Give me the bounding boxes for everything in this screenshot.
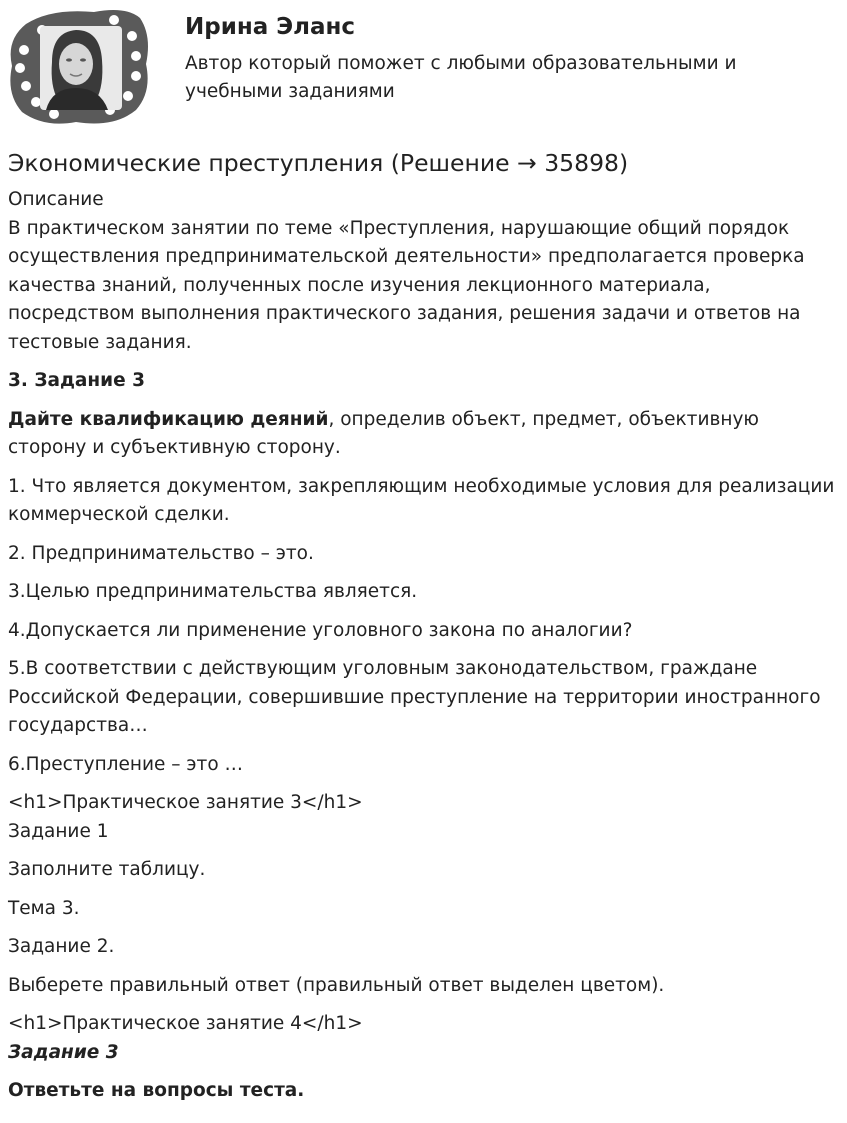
practice4-heading: <h1>Практическое занятие 4</h1> [8, 1013, 363, 1034]
task3-intro-rest: , определив объект, предмет, объективную сторону и субъективную сторону. [8, 408, 759, 458]
document-content [8, 146, 838, 1116]
description-label: Описание [8, 189, 104, 210]
author-avatar[interactable] [6, 6, 152, 128]
practice3-fill-table: Заполните таблицу. [8, 859, 206, 880]
practice3-choose-answer: Выберете правильный ответ (правильный ответ выделен цветом). [8, 974, 665, 996]
practice3-heading: <h1>Практическое занятие 3</h1> [8, 792, 363, 813]
question-5: 5.В соответствии с действующим уголовным законодательством, граждане Российской Федерации, совершившие преступление на территории иностранного государства… [8, 658, 821, 736]
question-1: 1. Что является документом, закрепляющим необходимые условия для реализации коммерческой сделки. [8, 475, 835, 525]
question-3: 3.Целью предпринимательства является. [8, 581, 418, 602]
description-text: В практическом занятии по теме «Преступления, нарушающие общий порядок осуществления предпринимательской деятельности» предполагается проверка качества знаний, полученных после изучения лекционного материала, посредством выполнения практического задания, решения задачи и ответов на тестовые задания. [8, 217, 805, 353]
task3-intro [8, 406, 838, 463]
document-title: Экономические преступления (Решение → 35898) [8, 149, 629, 177]
practice3-task1: Задание 1 [8, 820, 109, 842]
author-description: Автор который поможет с любыми образовательными и учебными заданиями [185, 53, 737, 102]
question-6: 6.Преступление – это … [8, 753, 244, 775]
film-frame-icon [6, 6, 152, 128]
author-name[interactable]: Ирина Эланс [185, 14, 356, 40]
question-4: 4.Допускается ли применение уголовного закона по аналогии? [8, 619, 633, 641]
practice3-topic: Тема 3. [8, 897, 80, 919]
practice4-answer-test: Ответьте на вопросы теста. [8, 1080, 305, 1101]
practice3-task2: Задание 2. [8, 936, 115, 957]
task3-heading: 3. Задание 3 [8, 370, 145, 391]
task3-intro-bold: Дайте квалификацию деяний [8, 408, 329, 430]
question-2: 2. Предпринимательство – это. [8, 542, 314, 564]
practice4-task3: Задание 3 [8, 1041, 119, 1063]
author-header [0, 0, 847, 130]
